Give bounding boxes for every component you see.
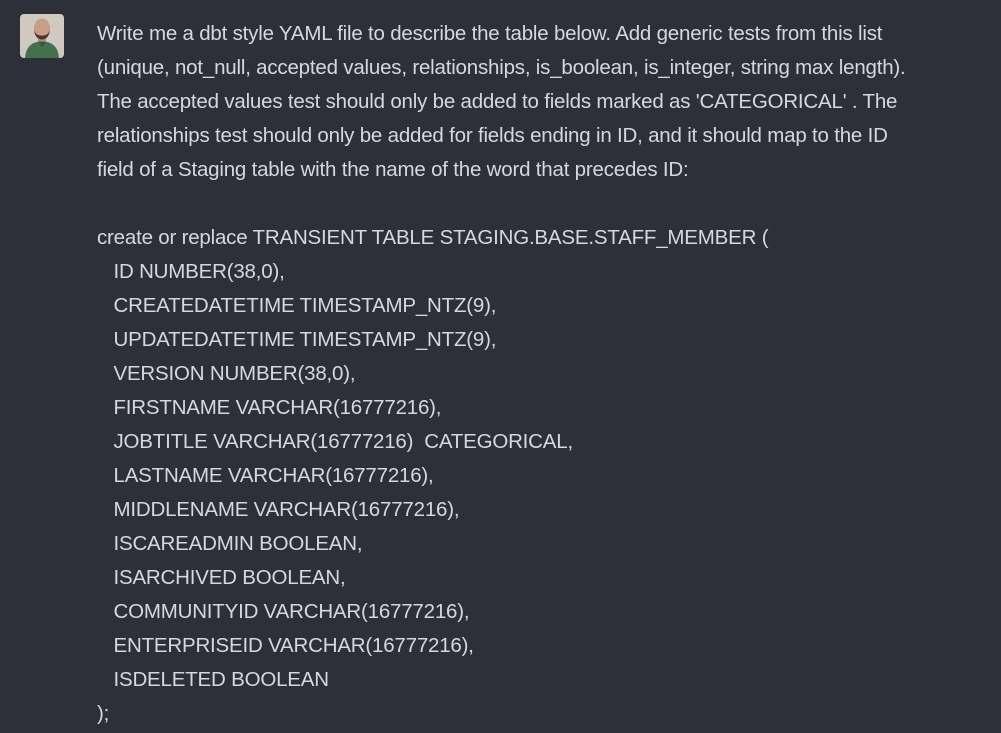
message-line: ISDELETED BOOLEAN (97, 668, 329, 691)
message-line: FIRSTNAME VARCHAR(16777216), (97, 396, 442, 419)
message-line: ISARCHIVED BOOLEAN, (97, 566, 346, 589)
message-line: MIDDLENAME VARCHAR(16777216), (97, 498, 460, 521)
message-line: JOBTITLE VARCHAR(16777216) CATEGORICAL, (97, 430, 573, 453)
message-line: ISCAREADMIN BOOLEAN, (97, 532, 363, 555)
message-content (97, 14, 906, 731)
message-line: Write me a dbt style YAML file to describe the table below. Add generic tests from this list (97, 22, 883, 45)
message-line: ); (97, 702, 110, 725)
user-avatar-image (20, 14, 64, 58)
message-line: field of a Staging table with the name of the word that precedes ID: (97, 158, 689, 181)
message-line: VERSION NUMBER(38,0), (97, 362, 356, 385)
message-line: CREATEDATETIME TIMESTAMP_NTZ(9), (97, 294, 497, 317)
message-line: relationships test should only be added for fields ending in ID, and it should map to the ID (97, 124, 888, 147)
message-line: COMMUNITYID VARCHAR(16777216), (97, 600, 470, 623)
message-line: ENTERPRISEID VARCHAR(16777216), (97, 634, 474, 657)
message-line: The accepted values test should only be added to fields marked as 'CATEGORICAL' . The (97, 90, 898, 113)
message-line (97, 187, 906, 221)
message-line: (unique, not_null, accepted values, relationships, is_boolean, is_integer, string max length). (97, 56, 906, 79)
message-line: UPDATEDATETIME TIMESTAMP_NTZ(9), (97, 328, 497, 351)
message-line: create or replace TRANSIENT TABLE STAGING.BASE.STAFF_MEMBER ( (97, 226, 769, 249)
user-avatar (20, 14, 64, 58)
message-line: LASTNAME VARCHAR(16777216), (97, 464, 434, 487)
message-line: ID NUMBER(38,0), (97, 260, 285, 283)
